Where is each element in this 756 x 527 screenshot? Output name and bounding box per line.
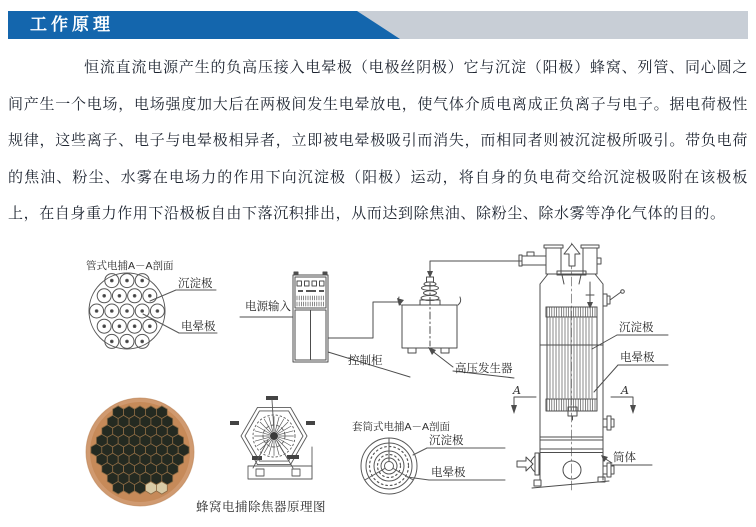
tower-corona-label: 电晕极 <box>620 352 655 364</box>
cabinet-door-right <box>311 310 327 360</box>
section-mark-left: A <box>513 384 521 397</box>
sleeve-section-title: 套筒式电捕A－A剖面 <box>352 421 451 433</box>
electrode-entry-fitting <box>522 256 546 265</box>
gas-outlet-arrow-icon <box>564 244 580 266</box>
honeycomb-schematic <box>196 396 326 514</box>
tube-corona-label: 电晕极 <box>181 321 216 333</box>
hv-generator-label: 高压发生器 <box>455 363 513 375</box>
page-title: 工作原理 <box>30 15 114 34</box>
tower-group <box>511 243 668 492</box>
tube-bundle <box>547 317 597 399</box>
honeycomb-caption: 蜂窝电捕除焦器原理图 <box>196 500 327 514</box>
control-cabinet-label: 控制柜 <box>348 355 383 367</box>
tower-precipitation-label: 沉淀极 <box>619 322 654 334</box>
gas-inlet-arrow-icon <box>517 457 533 471</box>
tube-precipitation-label: 沉淀极 <box>178 278 213 290</box>
control-cabinet-group <box>240 272 410 377</box>
tower-shell-label: 筒体 <box>613 452 636 464</box>
hv-generator-group <box>398 261 522 378</box>
sleeve-precipitation-label: 沉淀极 <box>429 435 464 447</box>
principle-paragraph: 恒流直流电源产生的负高压接入电晕极（电极丝阴极）它与沉淀（阳极）蜂窝、列管、同心圆之间产生一个电场，电场强度加大后在两极间发生电晕放电，使气体介质电离成正负离子与电子。据电荷极性规律，这些离子、电子与电晕极相异者，立即被电晕极吸引而消失，而相同者则被沉淀极所吸引。带负电荷的焦油、粉尘、水雾在电场力的作用下向沉淀极（阳极）运动，将自身的负电荷交给沉淀极吸附在该极板上，在自身重力作用下沿极板自由下落沉积排出，从而达到除焦油、除粉尘、除水雾等净化气体的目的。 <box>8 59 748 223</box>
cabinet-door-left <box>295 310 311 360</box>
section-mark-right: A <box>621 384 629 397</box>
tube-section-title: 管式电捕A－A剖面 <box>86 260 174 272</box>
tube-bundle-lines <box>550 318 592 398</box>
cabinet-hv-wire <box>328 302 400 338</box>
tube-section-diagram <box>86 259 217 349</box>
hv-tower-wire <box>430 261 522 277</box>
sleeve-corona-label: 电晕极 <box>431 467 466 479</box>
honeycomb-photo <box>86 398 194 506</box>
sleeve-section-diagram <box>352 420 505 494</box>
cabinet-terminal-ticks <box>297 296 323 306</box>
manhole <box>563 461 581 479</box>
power-input-label: 电源输入 <box>245 301 291 313</box>
tube-cluster <box>90 274 165 349</box>
